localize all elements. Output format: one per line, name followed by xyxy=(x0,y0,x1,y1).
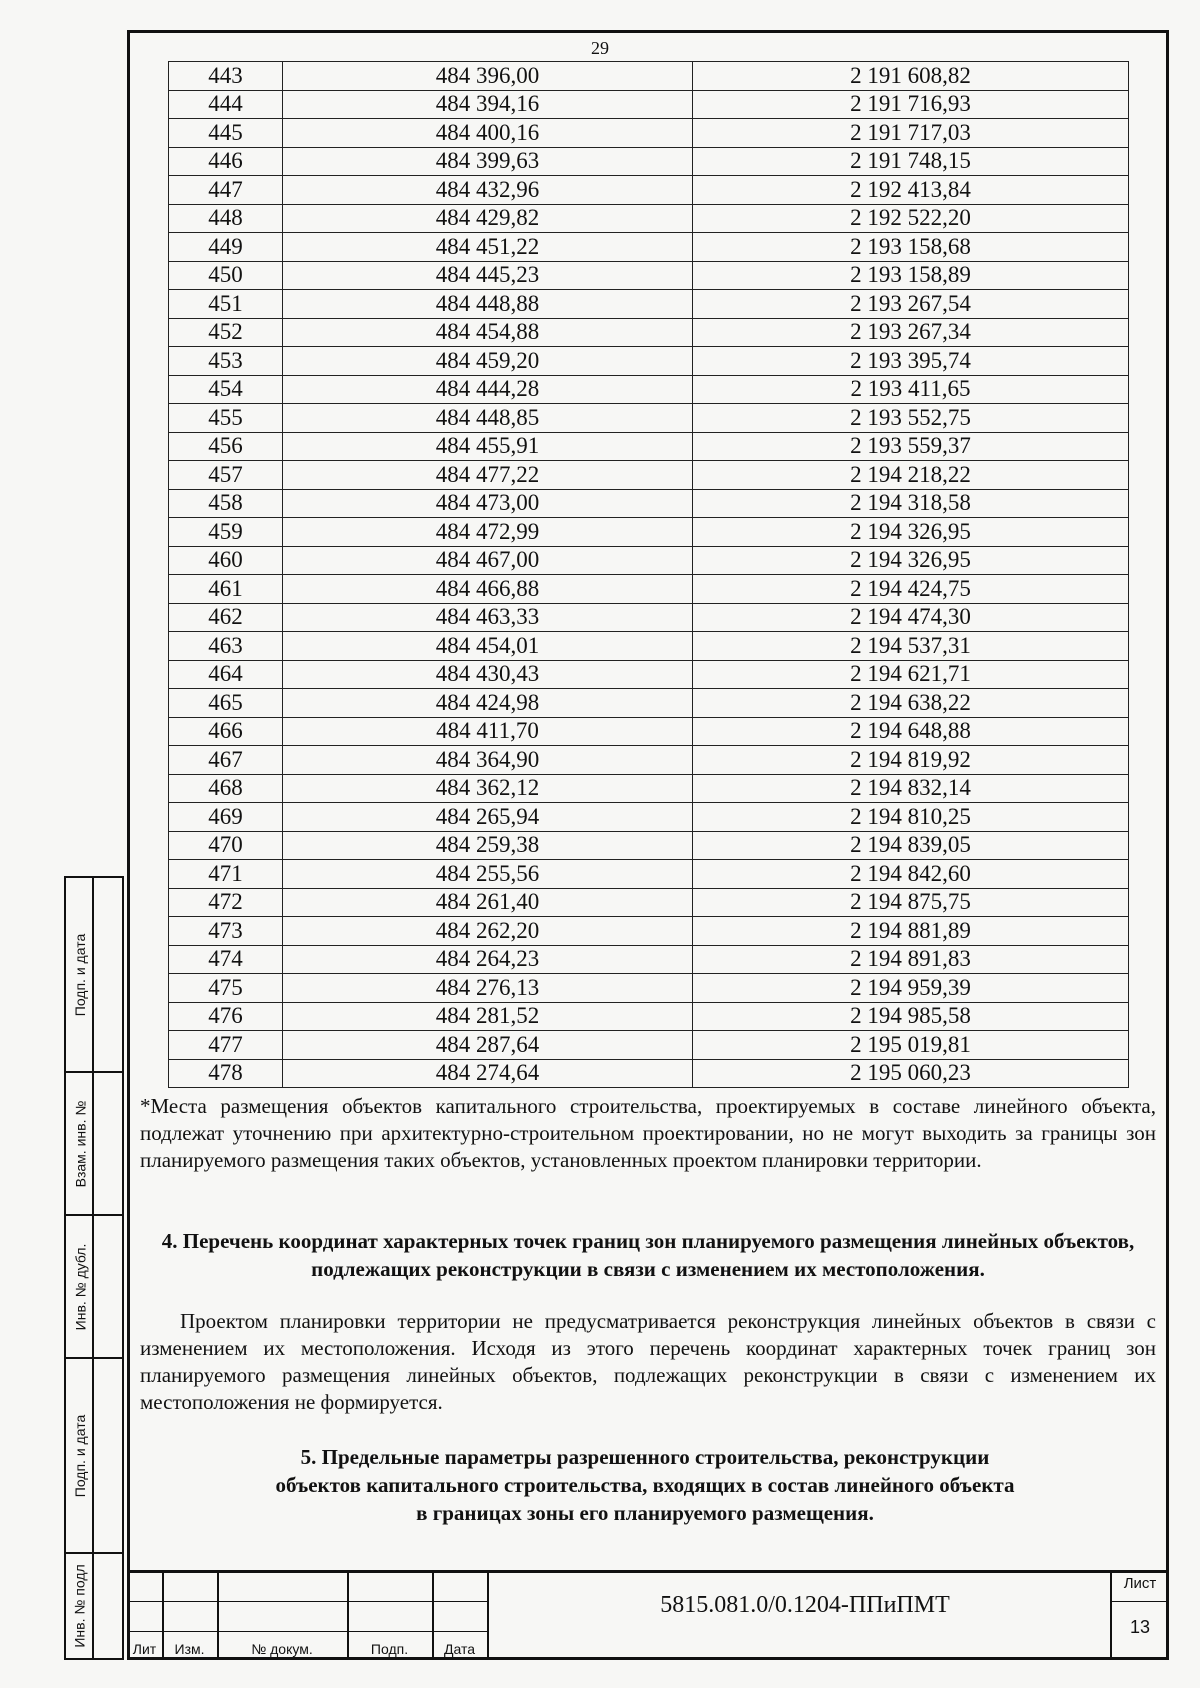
x-coordinate-cell: 484 265,94 xyxy=(283,803,693,832)
section-4-paragraph: Проектом планировки территории не предусматривается реконструкция линейных объектов в связи с изменением их местоположения. Исходя из этого перечень координат характерных точек границ зон планируемого размещения линейных объектов, подлежащих реконструкции в связи с изменением их местоположения не формируется. xyxy=(140,1309,1156,1414)
y-coordinate-cell: 2 193 411,65 xyxy=(693,375,1129,404)
x-coordinate-cell: 484 424,98 xyxy=(283,689,693,718)
x-coordinate-cell: 484 448,85 xyxy=(283,404,693,433)
x-coordinate-cell: 484 466,88 xyxy=(283,575,693,604)
x-coordinate-cell: 484 454,01 xyxy=(283,632,693,661)
table-row xyxy=(169,774,1129,803)
document-code: 5815.081.0/0.1204-ППиПМТ xyxy=(660,1592,950,1618)
y-coordinate-cell: 2 194 638,22 xyxy=(693,689,1129,718)
table-row xyxy=(169,1059,1129,1088)
table-row xyxy=(169,1031,1129,1060)
y-coordinate-cell: 2 194 842,60 xyxy=(693,860,1129,889)
table-row xyxy=(169,746,1129,775)
x-coordinate-cell: 484 472,99 xyxy=(283,518,693,547)
x-coordinate-cell: 484 473,00 xyxy=(283,489,693,518)
x-coordinate-cell: 484 467,00 xyxy=(283,546,693,575)
side-stamp-podp-data-2 xyxy=(64,1357,124,1554)
y-coordinate-cell: 2 194 218,22 xyxy=(693,461,1129,490)
y-coordinate-cell: 2 194 648,88 xyxy=(693,717,1129,746)
x-coordinate-cell: 484 430,43 xyxy=(283,660,693,689)
col-podp-label: Подп. xyxy=(370,1641,409,1657)
y-coordinate-cell: 2 194 318,58 xyxy=(693,489,1129,518)
x-coordinate-cell: 484 432,96 xyxy=(283,176,693,205)
point-number-cell: 455 xyxy=(169,404,283,433)
coordinates-table xyxy=(168,61,1129,1088)
y-coordinate-cell: 2 191 748,15 xyxy=(693,147,1129,176)
page-number: 29 xyxy=(591,38,609,58)
table-row xyxy=(169,147,1129,176)
point-number-cell: 470 xyxy=(169,831,283,860)
point-number-cell: 462 xyxy=(169,603,283,632)
point-number-cell: 444 xyxy=(169,90,283,119)
point-number-cell: 453 xyxy=(169,347,283,376)
point-number-cell: 456 xyxy=(169,432,283,461)
sheet-label: Лист xyxy=(1123,1575,1157,1592)
point-number-cell: 472 xyxy=(169,888,283,917)
point-number-cell: 473 xyxy=(169,917,283,946)
point-number-cell: 450 xyxy=(169,261,283,290)
table-row xyxy=(169,347,1129,376)
point-number-cell: 445 xyxy=(169,119,283,148)
y-coordinate-cell: 2 194 875,75 xyxy=(693,888,1129,917)
y-coordinate-cell: 2 192 522,20 xyxy=(693,204,1129,233)
table-row xyxy=(169,831,1129,860)
x-coordinate-cell: 484 448,88 xyxy=(283,290,693,319)
x-coordinate-cell: 484 454,88 xyxy=(283,318,693,347)
table-row xyxy=(169,119,1129,148)
x-coordinate-cell: 484 261,40 xyxy=(283,888,693,917)
section-5-heading-line: объектов капитального строительства, входящих в состав линейного объекта xyxy=(275,1473,1015,1497)
x-coordinate-cell: 484 459,20 xyxy=(283,347,693,376)
side-stamp-label: Взам. инв. № xyxy=(72,1100,89,1187)
side-stamp-label: Подп. и дата xyxy=(72,1414,88,1497)
point-number-cell: 457 xyxy=(169,461,283,490)
table-row xyxy=(169,632,1129,661)
x-coordinate-cell: 484 362,12 xyxy=(283,774,693,803)
point-number-cell: 451 xyxy=(169,290,283,319)
table-row xyxy=(169,375,1129,404)
x-coordinate-cell: 484 429,82 xyxy=(283,204,693,233)
point-number-cell: 448 xyxy=(169,204,283,233)
table-row xyxy=(169,204,1129,233)
table-row xyxy=(169,689,1129,718)
point-number-cell: 464 xyxy=(169,660,283,689)
point-number-cell: 468 xyxy=(169,774,283,803)
table-row xyxy=(169,261,1129,290)
y-coordinate-cell: 2 192 413,84 xyxy=(693,176,1129,205)
table-row xyxy=(169,860,1129,889)
y-coordinate-cell: 2 195 019,81 xyxy=(693,1031,1129,1060)
col-data-label: Дата xyxy=(443,1641,475,1657)
point-number-cell: 454 xyxy=(169,375,283,404)
y-coordinate-cell: 2 193 395,74 xyxy=(693,347,1129,376)
x-coordinate-cell: 484 455,91 xyxy=(283,432,693,461)
y-coordinate-cell: 2 191 608,82 xyxy=(693,62,1129,91)
table-row xyxy=(169,461,1129,490)
table-row xyxy=(169,90,1129,119)
point-number-cell: 461 xyxy=(169,575,283,604)
point-number-cell: 465 xyxy=(169,689,283,718)
side-stamp-vzam-inv xyxy=(64,1071,124,1216)
x-coordinate-cell: 484 445,23 xyxy=(283,261,693,290)
side-stamp-inv-podl xyxy=(64,1552,124,1660)
point-number-cell: 466 xyxy=(169,717,283,746)
point-number-cell: 458 xyxy=(169,489,283,518)
x-coordinate-cell: 484 399,63 xyxy=(283,147,693,176)
col-lit-label: Лит xyxy=(132,1641,157,1657)
x-coordinate-cell: 484 364,90 xyxy=(283,746,693,775)
y-coordinate-cell: 2 194 621,71 xyxy=(693,660,1129,689)
col-izm-label: Изм. xyxy=(174,1641,205,1657)
section-5-heading-line: 5. Предельные параметры разрешенного строительства, реконструкции xyxy=(300,1445,990,1469)
point-number-cell: 459 xyxy=(169,518,283,547)
side-stamp-label: Подп. и дата xyxy=(72,933,88,1016)
table-row xyxy=(169,233,1129,262)
point-number-cell: 447 xyxy=(169,176,283,205)
y-coordinate-cell: 2 194 424,75 xyxy=(693,575,1129,604)
y-coordinate-cell: 2 194 326,95 xyxy=(693,546,1129,575)
table-row xyxy=(169,717,1129,746)
table-row xyxy=(169,290,1129,319)
side-stamp-inv-dubl xyxy=(64,1214,124,1359)
table-row xyxy=(169,318,1129,347)
table-row xyxy=(169,432,1129,461)
y-coordinate-cell: 2 191 716,93 xyxy=(693,90,1129,119)
x-coordinate-cell: 484 274,64 xyxy=(283,1059,693,1088)
y-coordinate-cell: 2 194 819,92 xyxy=(693,746,1129,775)
table-row xyxy=(169,62,1129,91)
point-number-cell: 469 xyxy=(169,803,283,832)
table-row xyxy=(169,489,1129,518)
point-number-cell: 463 xyxy=(169,632,283,661)
y-coordinate-cell: 2 194 881,89 xyxy=(693,917,1129,946)
side-stamp-podp-data xyxy=(64,876,124,1073)
x-coordinate-cell: 484 276,13 xyxy=(283,974,693,1003)
point-number-cell: 476 xyxy=(169,1002,283,1031)
y-coordinate-cell: 2 193 158,89 xyxy=(693,261,1129,290)
table-row xyxy=(169,945,1129,974)
point-number-cell: 471 xyxy=(169,860,283,889)
y-coordinate-cell: 2 195 060,23 xyxy=(693,1059,1129,1088)
x-coordinate-cell: 484 444,28 xyxy=(283,375,693,404)
y-coordinate-cell: 2 194 537,31 xyxy=(693,632,1129,661)
table-row xyxy=(169,176,1129,205)
x-coordinate-cell: 484 394,16 xyxy=(283,90,693,119)
table-row xyxy=(169,518,1129,547)
table-row xyxy=(169,575,1129,604)
section-5-heading xyxy=(200,1443,1090,1527)
x-coordinate-cell: 484 264,23 xyxy=(283,945,693,974)
point-number-cell: 467 xyxy=(169,746,283,775)
point-number-cell: 446 xyxy=(169,147,283,176)
x-coordinate-cell: 484 262,20 xyxy=(283,917,693,946)
table-row xyxy=(169,603,1129,632)
point-number-cell: 449 xyxy=(169,233,283,262)
sheet-number: 13 xyxy=(1129,1617,1151,1637)
y-coordinate-cell: 2 194 985,58 xyxy=(693,1002,1129,1031)
table-row xyxy=(169,803,1129,832)
x-coordinate-cell: 484 255,56 xyxy=(283,860,693,889)
y-coordinate-cell: 2 194 959,39 xyxy=(693,974,1129,1003)
section-5-heading-line: в границах зоны его планируемого размещения. xyxy=(416,1501,874,1525)
y-coordinate-cell: 2 194 839,05 xyxy=(693,831,1129,860)
point-number-cell: 460 xyxy=(169,546,283,575)
col-doc-label: № докум. xyxy=(251,1641,313,1657)
table-row xyxy=(169,546,1129,575)
x-coordinate-cell: 484 281,52 xyxy=(283,1002,693,1031)
y-coordinate-cell: 2 191 717,03 xyxy=(693,119,1129,148)
y-coordinate-cell: 2 193 158,68 xyxy=(693,233,1129,262)
table-row xyxy=(169,1002,1129,1031)
point-number-cell: 474 xyxy=(169,945,283,974)
x-coordinate-cell: 484 259,38 xyxy=(283,831,693,860)
y-coordinate-cell: 2 194 832,14 xyxy=(693,774,1129,803)
footnote: *Места размещения объектов капитального строительства, проектируемых в составе линейного объекта, подлежат уточнению при архитектурно-строительном проектировании, но не могут выходить за границы зон планируемого размещения таких объектов, установленных проектом планировки территории. xyxy=(140,1094,1156,1172)
side-stamp-label: Инв. № подл xyxy=(72,1564,89,1648)
x-coordinate-cell: 484 463,33 xyxy=(283,603,693,632)
table-row xyxy=(169,974,1129,1003)
y-coordinate-cell: 2 193 559,37 xyxy=(693,432,1129,461)
y-coordinate-cell: 2 193 552,75 xyxy=(693,404,1129,433)
y-coordinate-cell: 2 194 326,95 xyxy=(693,518,1129,547)
table-row xyxy=(169,888,1129,917)
y-coordinate-cell: 2 194 474,30 xyxy=(693,603,1129,632)
side-stamp-label: Инв. № дубл. xyxy=(72,1243,89,1330)
x-coordinate-cell: 484 396,00 xyxy=(283,62,693,91)
y-coordinate-cell: 2 193 267,34 xyxy=(693,318,1129,347)
table-row xyxy=(169,404,1129,433)
x-coordinate-cell: 484 287,64 xyxy=(283,1031,693,1060)
point-number-cell: 443 xyxy=(169,62,283,91)
point-number-cell: 478 xyxy=(169,1059,283,1088)
point-number-cell: 475 xyxy=(169,974,283,1003)
table-row xyxy=(169,917,1129,946)
point-number-cell: 452 xyxy=(169,318,283,347)
section-4-heading: 4. Перечень координат характерных точек границ зон планируемого размещения линейных объектов, подлежащих реконструкции в связи с изменением их местоположения. xyxy=(161,1229,1135,1281)
table-row xyxy=(169,660,1129,689)
x-coordinate-cell: 484 477,22 xyxy=(283,461,693,490)
x-coordinate-cell: 484 451,22 xyxy=(283,233,693,262)
y-coordinate-cell: 2 194 891,83 xyxy=(693,945,1129,974)
x-coordinate-cell: 484 411,70 xyxy=(283,717,693,746)
point-number-cell: 477 xyxy=(169,1031,283,1060)
y-coordinate-cell: 2 193 267,54 xyxy=(693,290,1129,319)
x-coordinate-cell: 484 400,16 xyxy=(283,119,693,148)
y-coordinate-cell: 2 194 810,25 xyxy=(693,803,1129,832)
